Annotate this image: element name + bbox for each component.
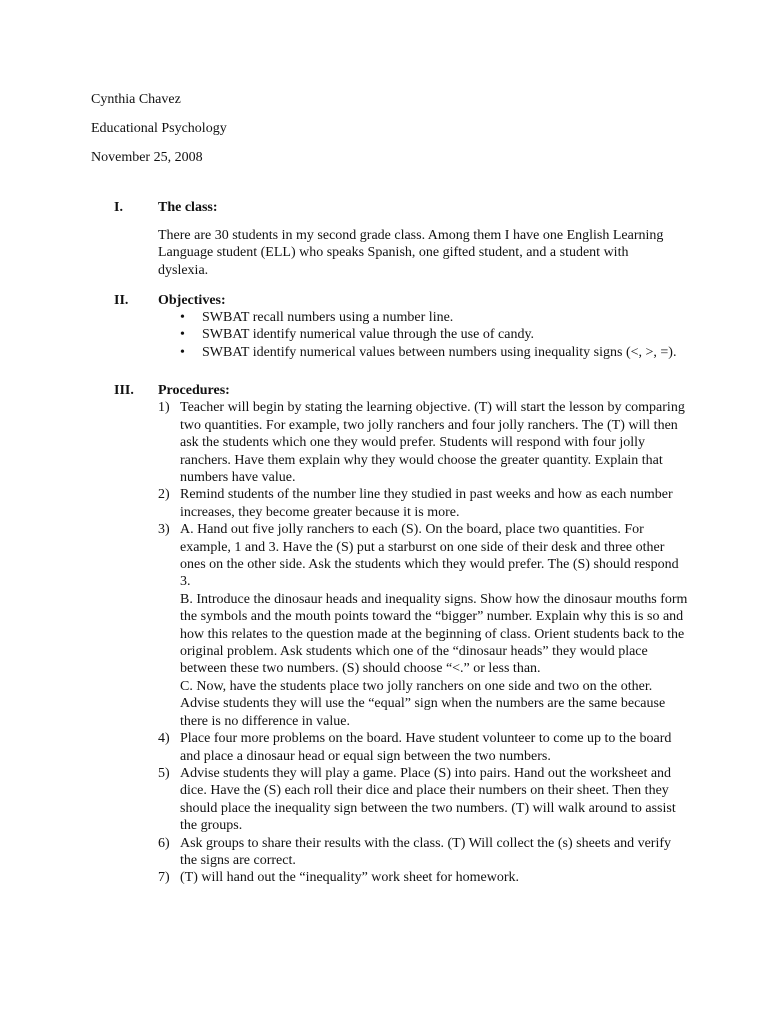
section-numeral: II. xyxy=(114,293,129,308)
list-item: 2) Remind students of the number line they studied in past weeks and how as each number increases, they become greater because it is more. xyxy=(158,487,673,520)
procedures-list xyxy=(158,399,688,886)
bullet-icon: • xyxy=(180,344,185,360)
list-item: • SWBAT recall numbers using a number line. xyxy=(180,310,454,325)
list-item: • SWBAT identify numerical values between numbers using inequality signs (<, >, =). xyxy=(180,344,677,360)
class-description: There are 30 students in my second grade class. Among them I have one English Learning Language student (ELL) who speaks Spanish, one gifted student, and a student with dyslexia. xyxy=(158,228,664,278)
list-item: 3) A. Hand out five jolly ranchers to each (S). On the board, place two quantities. For example, 1 and 3. Have the (S) put a starburst on one side of their desk and three other ones on the other side. Ask the students which they would prefer. The (S) should respond 3. B. Introduce the dinosaur heads and inequality signs. Show how the dinosaur mouths form the symbols and the mouth points toward the “bigger” number. Explain why this is so and how this relates to the question made at the beginning of class. Orient students back to the original problem. Ask students which one of the “dinosaur heads” they would place between these two numbers. (S) should choose “<.” or less than. C. Now, have the students place two jolly ranchers on one side and two on the other. Advise students they will use the “equal” sign when the numbers are the same because there is no difference in value. xyxy=(158,522,688,729)
list-item: 1) Teacher will begin by stating the learning objective. (T) will start the lesson by comparing two quantities. For example, two jolly ranchers and four jolly ranchers. The (T) will then ask the students which one they would prefer. Students will respond with four jolly ranchers. Have them explain why they would choose the greater quantity. Explain that numbers have value. xyxy=(158,400,685,486)
bullet-icon: • xyxy=(180,327,185,343)
section-numeral: III. xyxy=(114,383,134,398)
objectives-list xyxy=(158,309,678,361)
author-name: Cynthia Chavez xyxy=(91,92,181,107)
document-date: November 25, 2008 xyxy=(91,150,203,165)
section-title: Objectives: xyxy=(158,293,226,308)
list-item: 7) (T) will hand out the “inequality” work sheet for homework. xyxy=(158,870,520,886)
list-item: 6) Ask groups to share their results with the class. (T) Will collect the (s) sheets and verify the signs are correct. xyxy=(158,835,671,868)
list-item: 5) Advise students they will play a game. Place (S) into pairs. Hand out the worksheet and dice. Have the (S) each roll their dice and place their numbers on their sheet. Then they should place the inequality sign between the two numbers. (T) will walk around to assist the groups. xyxy=(158,765,676,834)
section-numeral: I. xyxy=(114,200,123,215)
section-title: The class: xyxy=(158,200,218,215)
list-item: 4) Place four more problems on the board. Have student volunteer to come up to the board and place a dinosaur head or equal sign between the two numbers. xyxy=(158,731,672,764)
course-name: Educational Psychology xyxy=(91,121,227,136)
list-item: • SWBAT identify numerical value through the use of candy. xyxy=(180,327,535,343)
section-title: Procedures: xyxy=(158,383,230,398)
bullet-icon: • xyxy=(180,310,185,325)
